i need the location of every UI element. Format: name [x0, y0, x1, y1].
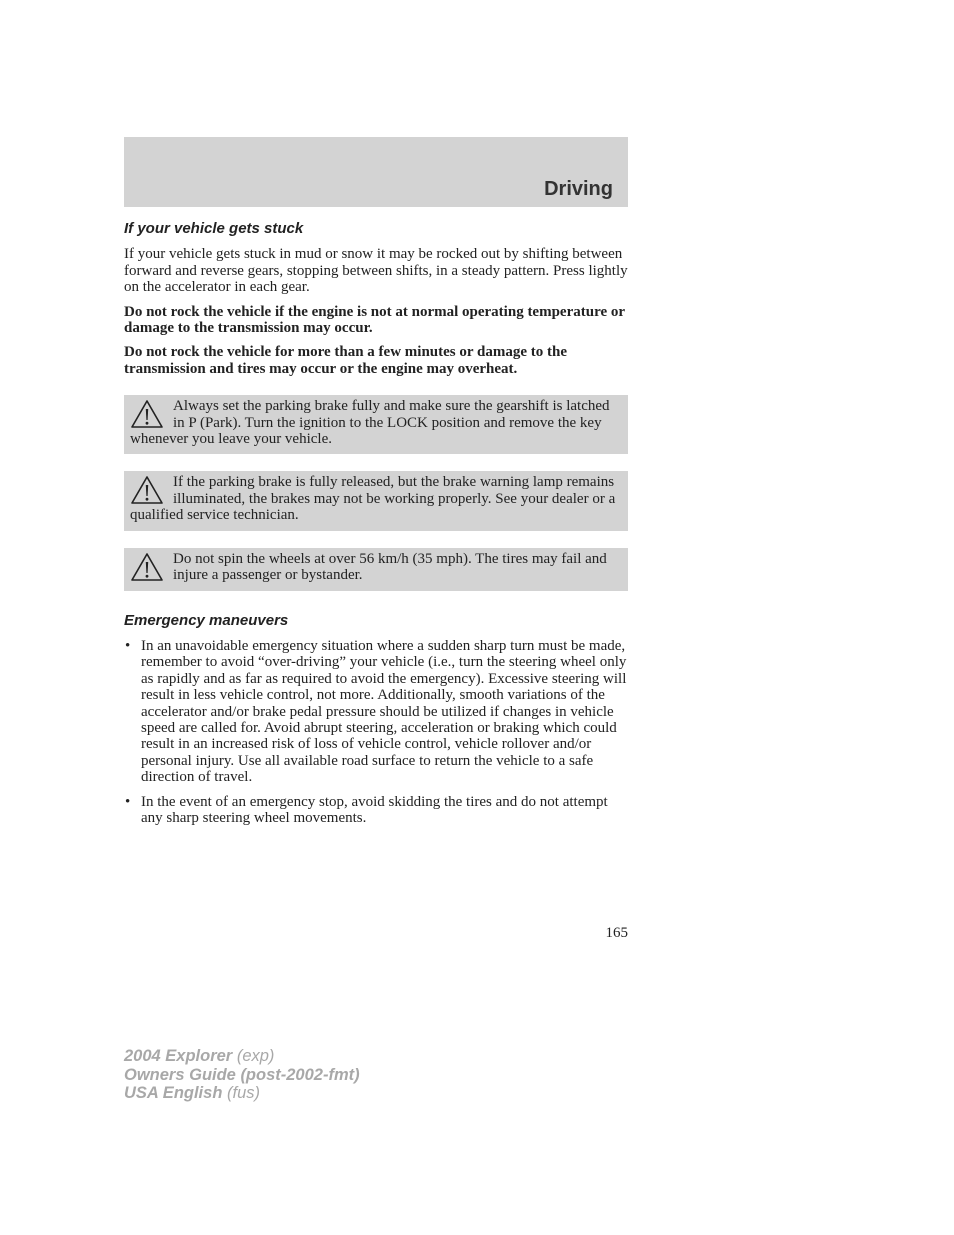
- bullet-icon: •: [125, 793, 131, 810]
- footer-line-3: [124, 1084, 360, 1103]
- list-item-text: In the event of an emergency stop, avoid skidding the tires and do not attempt any sharp steering wheel movements.: [141, 793, 608, 826]
- section-title: Driving: [544, 178, 613, 200]
- list-item: [124, 794, 628, 827]
- list-item: [124, 638, 628, 786]
- document-footer: [124, 1047, 360, 1103]
- footer-language-code: (fus): [222, 1084, 260, 1102]
- stuck-heading: If your vehicle gets stuck: [124, 220, 304, 237]
- footer-line-1: [124, 1047, 360, 1066]
- footer-model-code: (exp): [232, 1047, 275, 1065]
- page-content: [124, 221, 628, 834]
- warning-box-2: [124, 471, 628, 530]
- emergency-heading: Emergency maneuvers: [124, 611, 289, 629]
- list-item-text: In an unavoidable emergency situation where a sudden sharp turn must be made, remember to avoid “over-driving” your vehicle (i.e., turn the steering wheel only as rapidly and as far as required to avoid the emergency). Excessive steering will result in less vehicle control, not more. Additionally, smooth variations of the accelerator and/or brake pedal pressure should be utilized if changes in vehicle speed are called for. Avoid abrupt steering, acceleration or braking which could result in an increased risk of loss of vehicle control, vehicle rollover and/or personal injury. Use all available road surface to return the vehicle to a safe direction of travel.: [141, 637, 627, 786]
- footer-line-2: [124, 1066, 360, 1085]
- bullet-icon: •: [125, 637, 131, 654]
- warning-triangle-icon: [130, 552, 164, 582]
- footer-guide: Owners Guide (post-2002-fmt): [124, 1065, 360, 1084]
- warning-box-3: [124, 548, 628, 591]
- warning-box-1: [124, 395, 628, 454]
- warning-text-3: Do not spin the wheels at over 56 km/h (35 mph). The tires may fail and injure a passenger or bystander.: [173, 550, 607, 584]
- warning-text-2: If the parking brake is fully released, but the brake warning lamp remains illuminated, the brakes may not be working properly. See your dealer or a qualified service technician.: [130, 474, 616, 524]
- stuck-paragraph: If your vehicle gets stuck in mud or snow it may be rocked out by shifting between forward and reverse gears, stopping between shifts, in a steady pattern. Press lightly on the accelerator in each gear.: [124, 246, 628, 296]
- page-number: 165: [605, 925, 628, 941]
- stuck-notice-2: Do not rock the vehicle for more than a few minutes or damage to the transmission and tires may occur or the engine may overheat.: [124, 344, 567, 377]
- stuck-notice-1: Do not rock the vehicle if the engine is not at normal operating temperature or damage to the transmission may occur.: [124, 303, 625, 337]
- warning-triangle-icon: [130, 399, 164, 429]
- footer-language: USA English: [124, 1084, 223, 1102]
- warning-triangle-icon: [130, 475, 164, 505]
- footer-model: 2004 Explorer: [124, 1047, 233, 1065]
- warning-text-1: Always set the parking brake fully and make sure the gearshift is latched in P (Park). Turn the ignition to the LOCK position and remove the key whenever you leave your vehicle.: [130, 398, 610, 448]
- section-header: [124, 137, 628, 207]
- emergency-list: [124, 638, 628, 826]
